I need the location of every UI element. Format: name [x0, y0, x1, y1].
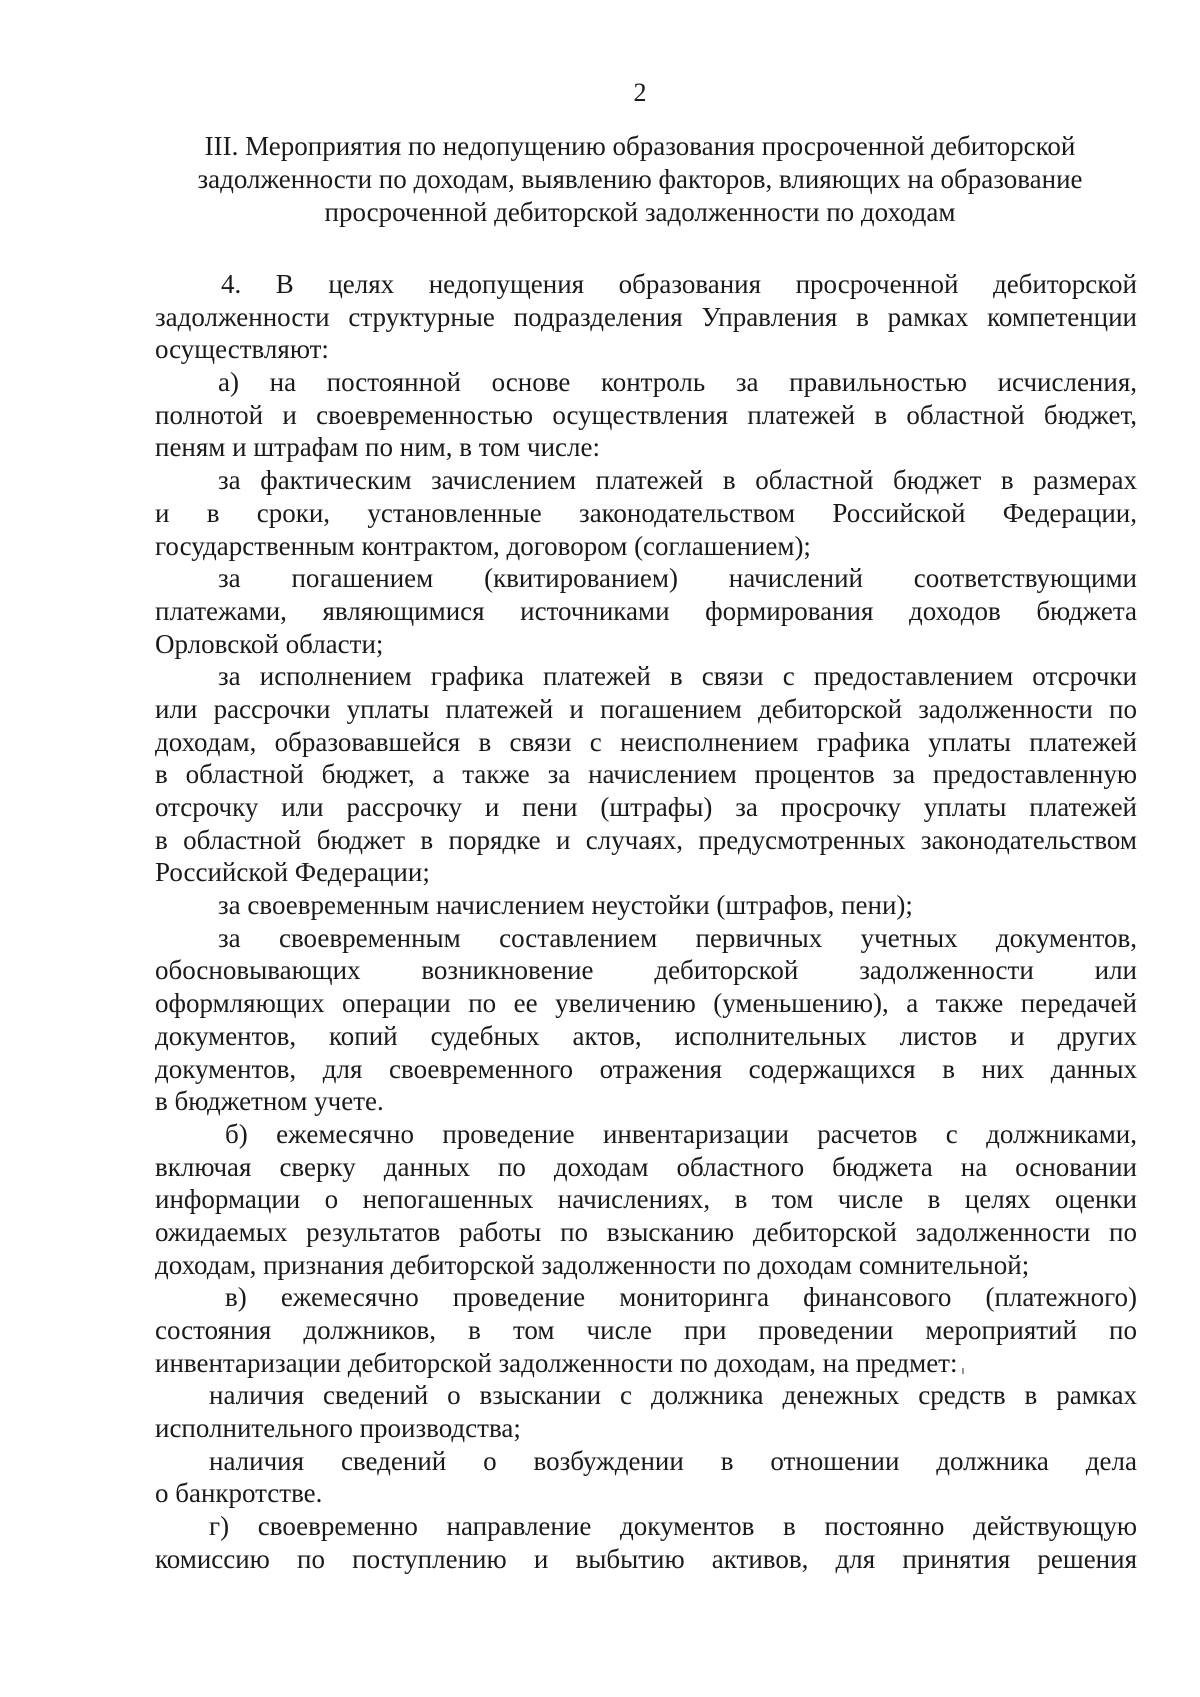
paragraph-line: состояния должников, в том числе при проведении мероприятий по	[155, 1315, 1137, 1345]
paragraph-line: документов, копий судебных актов, исполнительных листов и других	[155, 1020, 1137, 1051]
paragraph-line: оформляющих операции по ее увеличению (уменьшению), а также передачей	[155, 988, 1137, 1019]
paragraph-line: ожидаемых результатов работы по взысканию дебиторской задолженности по	[155, 1216, 1137, 1247]
paragraph-line: за фактическим зачислением платежей в областной бюджет в размерах	[218, 465, 1137, 496]
paragraph-line: в) ежемесячно проведение мониторинга финансового (платежного)	[225, 1282, 1137, 1313]
page-number: 2	[633, 78, 647, 107]
paragraph-line: и в сроки, установленные законодательством Российской Федерации,	[155, 497, 1137, 528]
paragraph-line: в областной бюджет, а также за начислением процентов за предоставленную	[155, 759, 1137, 790]
paragraph-line: за исполнением графика платежей в связи с предоставлением отсрочки	[218, 661, 1137, 692]
paragraph-line: Орловской области;	[155, 628, 384, 659]
paragraph-line: а) на постоянной основе контроль за правильностью исчисления,	[218, 367, 1137, 398]
paragraph-line: исполнительного производства;	[155, 1413, 521, 1444]
paragraph-line: наличия сведений о взыскании с должника денежных средств в рамках	[209, 1380, 1137, 1411]
paragraph-line: отсрочку или рассрочку и пени (штрафы) за просрочку уплаты платежей	[155, 792, 1137, 822]
paragraph-line: включая сверку данных по доходам областного бюджета на основании	[155, 1151, 1137, 1182]
heading-line: просроченной дебиторской задолженности по доходам	[324, 197, 956, 227]
paragraph-line: за погашением (квитированием) начислений соответствующими	[218, 563, 1137, 594]
paragraph-line: информации о непогашенных начислениях, в том числе в целях оценки	[155, 1184, 1137, 1215]
paragraph-line: б) ежемесячно проведение инвентаризации расчетов с должниками,	[225, 1118, 1137, 1149]
section-heading	[150, 130, 1130, 229]
paragraph-line: г) своевременно направление документов в постоянно действующую	[209, 1511, 1137, 1542]
paragraph-line: в областной бюджет в порядке и случаях, предусмотренных законодательством	[155, 824, 1137, 855]
paragraph-line: инвентаризации дебиторской задолженности по доходам, на предмет:	[155, 1347, 958, 1378]
paragraph-line: задолженности структурные подразделения Управления в рамках компетенции	[155, 301, 1137, 332]
paragraph-line: доходам, признания дебиторской задолженности по доходам сомнительной;	[155, 1249, 1030, 1280]
heading-line: задолженности по доходам, выявлению факторов, влияющих на образование	[197, 164, 1083, 194]
scan-speck	[962, 1368, 964, 1374]
paragraph-line: 4. В целях недопущения образования просроченной дебиторской	[221, 269, 1137, 299]
paragraph-line: осуществляют:	[155, 334, 329, 365]
document-body	[155, 268, 1137, 1576]
paragraph-line: обосновывающих возникновение дебиторской задолженности или	[155, 955, 1137, 986]
paragraph-line: пеням и штрафам по ним, в том числе:	[155, 432, 600, 463]
paragraph-line: в бюджетном учете.	[155, 1086, 384, 1117]
paragraph-line: государственным контрактом, договором (соглашением);	[155, 530, 811, 561]
paragraph-line: платежами, являющимися источниками формирования доходов бюджета	[155, 595, 1137, 626]
paragraph-line: Российской Федерации;	[155, 857, 430, 888]
paragraph-line: о банкротстве.	[155, 1478, 323, 1509]
paragraph-line: или рассрочки уплаты платежей и погашением дебиторской задолженности по	[155, 693, 1137, 724]
paragraph-line: наличия сведений о возбуждении в отношении должника дела	[209, 1445, 1137, 1476]
paragraph-line: комиссию по поступлению и выбытию активов, для принятия решения	[155, 1543, 1137, 1574]
heading-line: III. Мероприятия по недопущению образования просроченной дебиторской	[204, 131, 1076, 161]
paragraph-line: полнотой и своевременностью осуществления платежей в областной бюджет,	[155, 399, 1137, 430]
paragraph-line: за своевременным составлением первичных учетных документов,	[218, 922, 1137, 953]
paragraph-line: доходам, образовавшейся в связи с неисполнением графика уплаты платежей	[155, 726, 1137, 757]
paragraph-line: за своевременным начислением неустойки (штрафов, пени);	[218, 890, 913, 921]
paragraph-line: документов, для своевременного отражения содержащихся в них данных	[155, 1053, 1137, 1084]
